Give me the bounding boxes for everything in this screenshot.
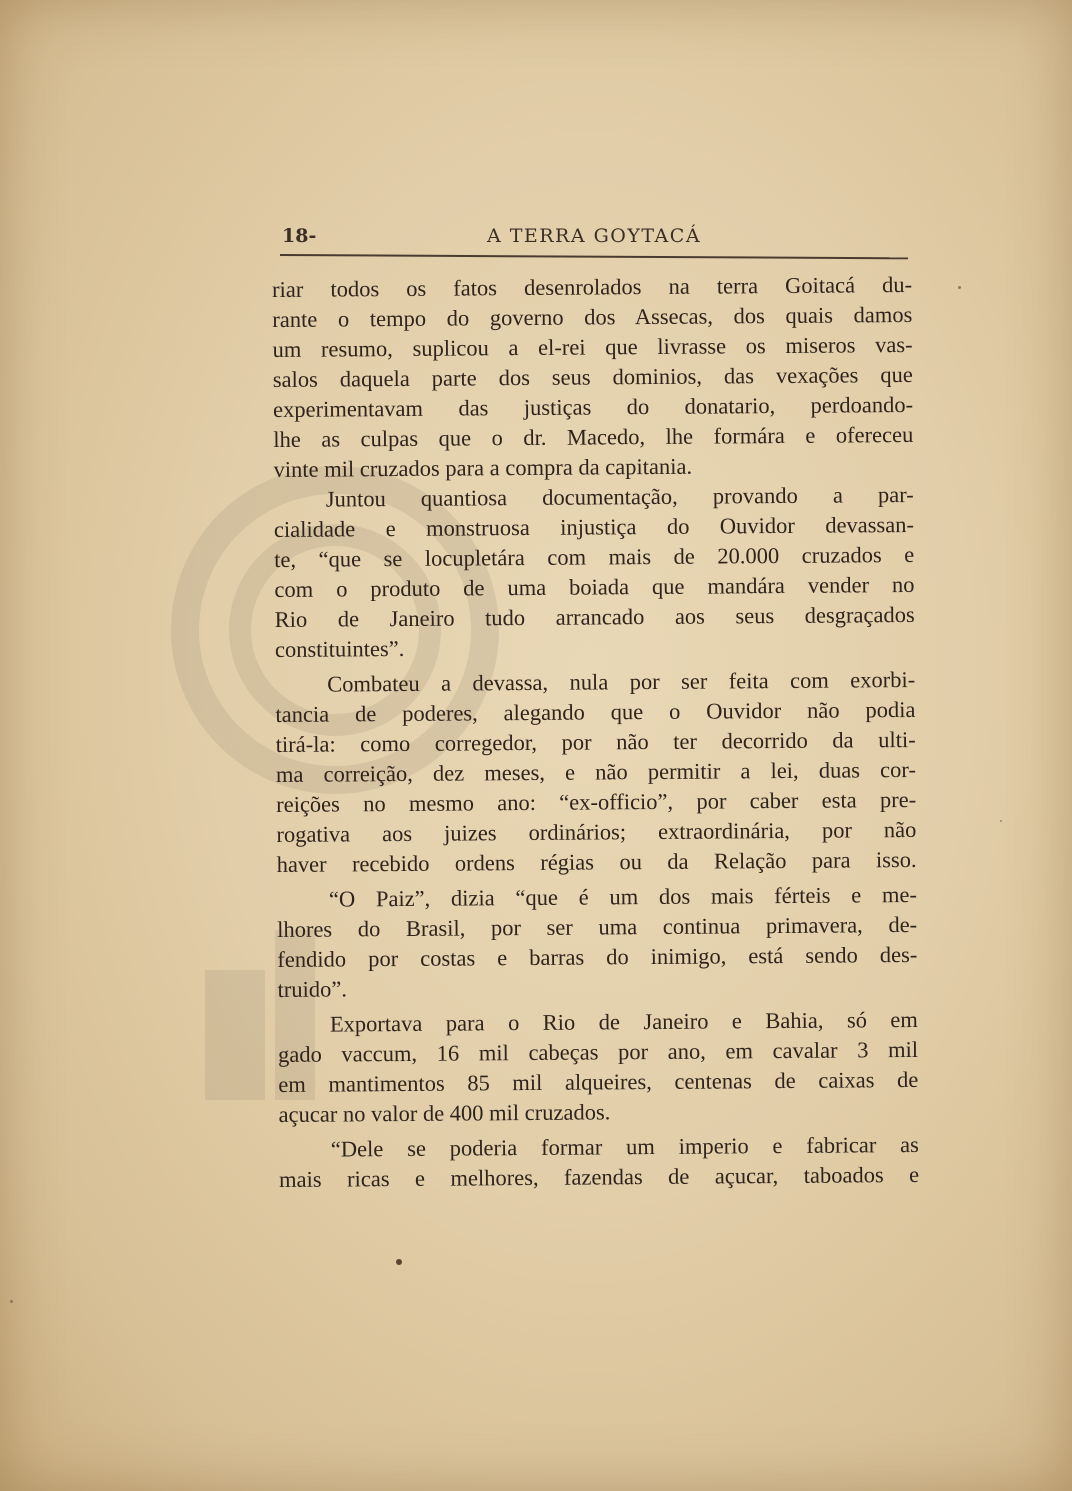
text-line: ma correição, dez meses, e não permitir a lei, duas cor-: [275, 756, 917, 787]
paragraph-first-line: “O Paiz”, dizia “que é um dos mais férteis e me-: [328, 881, 917, 912]
text-line: em mantimentos 85 mil alqueires, centenas de caixas de: [278, 1066, 919, 1097]
text-line: constituintes”.: [274, 635, 405, 662]
paragraph-first-line: “Dele se poderia formar um imperio e fabricar as: [330, 1131, 919, 1162]
book-title: A TERRA GOYTACÁ: [486, 225, 702, 247]
paper-speck: [958, 286, 961, 289]
text-line: haver recebido ordens régias ou da Relação para isso.: [276, 846, 917, 877]
paragraph-first-line: Juntou quantiosa documentação, provando a par-: [325, 481, 914, 512]
text-line: fendido por costas e barras do inimigo, está sendo des-: [277, 941, 918, 972]
text-line: riar todos os fatos desenrolados na terra Goitacá du-: [272, 271, 913, 302]
text-line: tancia de poderes, alegando que o Ouvidor não podia: [275, 696, 916, 727]
text-line: um resumo, suplicou a el-rei que livrasse os miseros vas-: [272, 331, 913, 362]
text-line: salos daquela parte dos seus dominios, das vexações que: [272, 361, 913, 392]
text-line: Rio de Janeiro tudo arrancado aos seus desgraçados: [274, 601, 915, 632]
page-number: 18-: [282, 225, 317, 247]
text-line: experimentavam das justiças do donatario, perdoando-: [272, 391, 914, 422]
text-line: reições no mesmo ano: “ex-officio”, por caber esta pre-: [276, 786, 917, 817]
text-line: tirá-la: como corregedor, por não ter decorrido da ulti-: [275, 726, 916, 757]
text-line: rante o tempo do governo dos Assecas, dos quais damos: [272, 301, 913, 332]
text-line: mais ricas e melhores, fazendas de açucar, taboados e: [279, 1161, 920, 1192]
text-line: te, “que se locupletára com mais de 20.000 cruzados e: [274, 541, 915, 572]
paper-speck: [10, 1300, 13, 1303]
body-text: [272, 270, 920, 1192]
text-line: truido”.: [277, 976, 348, 1002]
running-head: [280, 222, 908, 252]
paper-speck: [396, 1259, 402, 1265]
paragraph-first-line: Combateu a devassa, nula por ser feita com exorbi-: [327, 666, 916, 697]
text-line: rogativa aos juizes ordinários; extraordinária, por não: [276, 816, 917, 847]
paragraph-first-line: Exportava para o Rio de Janeiro e Bahia, só em: [329, 1006, 918, 1037]
header-rule: [280, 254, 908, 259]
text-line: cialidade e monstruosa injustiça do Ouvidor devassan-: [273, 511, 915, 542]
paper-speck: [1000, 820, 1002, 822]
text-line: com o produto de uma boiada que mandára vender no: [274, 571, 915, 602]
text-line: açucar no valor de 400 mil cruzados.: [278, 1099, 611, 1127]
text-line: vinte mil cruzados para a compra da capitania.: [273, 453, 693, 482]
text-line: lhe as culpas que o dr. Macedo, lhe formára e ofereceu: [273, 421, 914, 452]
text-line: lhores do Brasil, por ser uma continua primavera, de-: [277, 911, 918, 942]
text-line: gado vaccum, 16 mil cabeças por ano, em cavalar 3 mil: [278, 1036, 919, 1067]
